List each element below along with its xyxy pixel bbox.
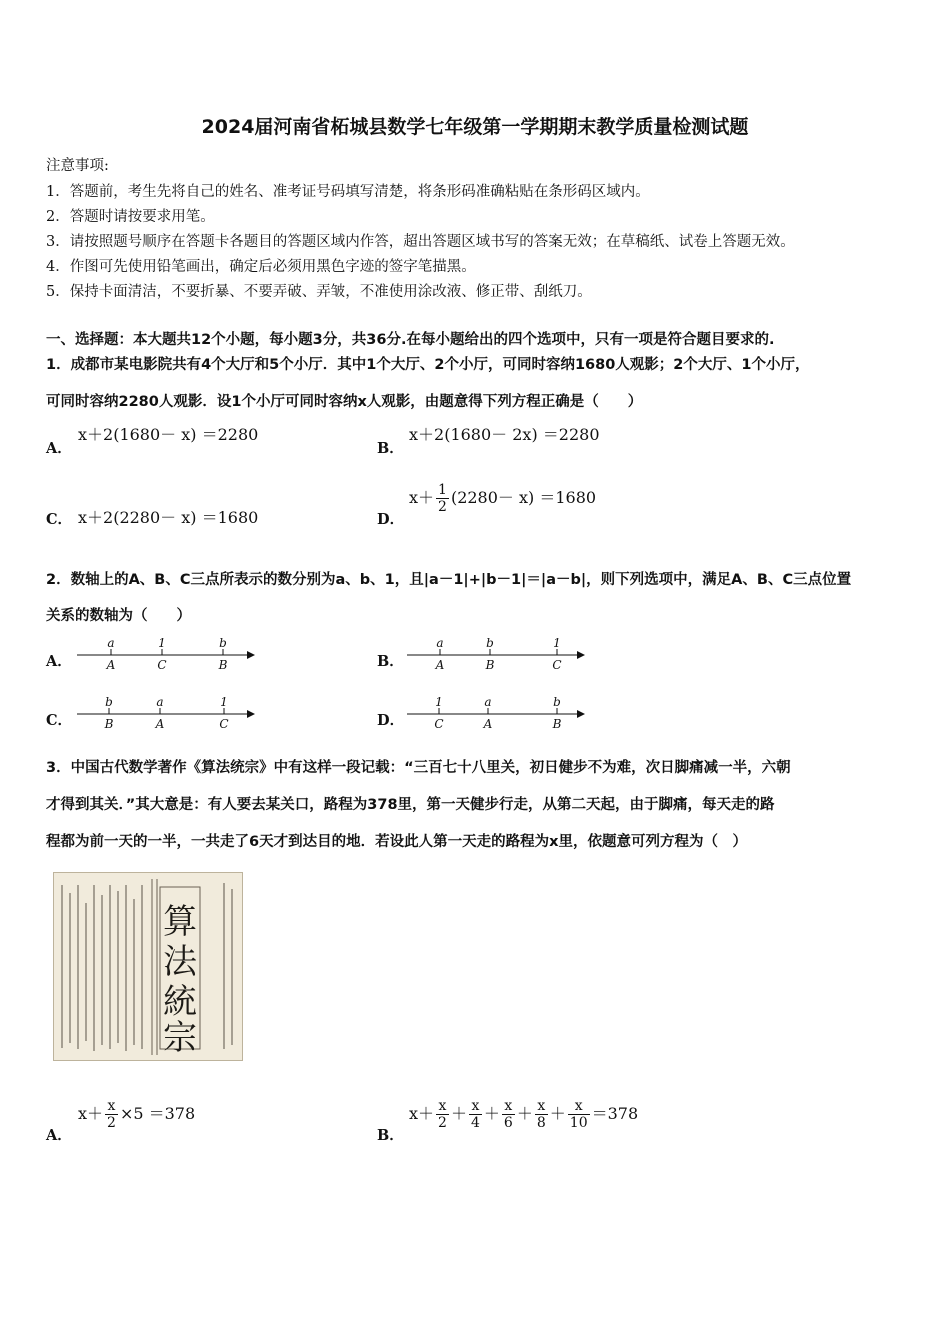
option-c-label: C． — [46, 712, 73, 729]
exam-title: 2024届河南省柘城县数学七年级第一学期期末教学质量检测试题 — [201, 116, 749, 138]
point-value-label: b — [219, 636, 227, 650]
number-line-b — [405, 634, 590, 674]
point-value-label: a — [107, 636, 115, 650]
book-title-char: 算 — [163, 902, 197, 942]
notice-item: 1．答题前，考生先将自己的姓名、准考证号码填写清楚，将条形码准确粘贴在条形码区域内。 — [46, 184, 650, 200]
eq-part: x＋ — [409, 1104, 435, 1123]
option-a-label: A． — [46, 1127, 72, 1144]
book-title-char: 統 — [163, 982, 197, 1022]
denominator: 10 — [569, 1115, 588, 1131]
point-value-label: 1 — [553, 636, 561, 650]
notice-item: 4．作图可先使用铅笔画出，确定后必须用黑色字迹的签字笔描黑。 — [46, 259, 476, 275]
point-value-label: a — [484, 695, 492, 709]
book-title-char: 宗 — [163, 1018, 197, 1058]
axis-arrow — [577, 651, 585, 659]
axis-arrow — [247, 651, 255, 659]
notice-item: 5．保持卡面清洁，不要折暴、不要弄破、弄皱，不准使用涂改液、修正带、刮纸刀。 — [46, 284, 592, 300]
option-b-label: B． — [377, 653, 404, 670]
axis-arrow — [577, 710, 585, 718]
denominator: 4 — [470, 1115, 480, 1131]
point-name-label: A — [435, 658, 445, 672]
point-value-label: b — [105, 695, 113, 709]
point-name-label: B — [218, 658, 228, 672]
question-3-line: 程都为前一天的一半，一共走了6天才到达目的地．若设此人第一天走的路程为x里，依题意可列方程为（ ） — [46, 834, 747, 850]
denominator: 2 — [438, 1115, 447, 1131]
option-a-label: A． — [46, 653, 72, 670]
denominator: 8 — [536, 1115, 546, 1131]
eq-part: ＝378 — [591, 1104, 639, 1123]
option-b-equation: x＋ $\frac{x}{2}$ ＋ $\frac{x}{4}$ ＋ $\frac{x}{6}$ ＋ $\frac{x}{8}$ ＋ $\frac{x}{10}$ ＝378 — [409, 1098, 639, 1131]
option-d-label: D． — [377, 511, 405, 528]
option-b-label: B． — [377, 1127, 404, 1144]
option-c-label: C． — [46, 511, 73, 528]
option-b-equation: x＋2(1680－ 2x) ＝2280 — [409, 425, 600, 444]
numerator: x — [502, 1098, 515, 1115]
question-3-line: 3．中国古代数学著作《算法统宗》中有这样一段记载：“三百七十八里关，初日健步不为难，次日脚痛减一半，六朝 — [46, 760, 791, 776]
point-value-label: 1 — [435, 695, 443, 709]
point-name-label: C — [157, 658, 167, 672]
option-d-label: D． — [377, 712, 405, 729]
fraction — [105, 1098, 118, 1131]
fraction — [502, 1098, 515, 1131]
point-value-label: a — [436, 636, 444, 650]
axis-arrow — [247, 710, 255, 718]
point-name-label: A — [155, 717, 165, 731]
point-name-label: B — [485, 658, 495, 672]
point-name-label: C — [434, 717, 444, 731]
question-1-line: 1．成都市某电影院共有4个大厅和5个小厅．其中1个大厅、2个小厅，可同时容纳1680人观影；2个大厅、1个小厅， — [46, 357, 810, 373]
question-2-line: 关系的数轴为（ ） — [46, 608, 191, 624]
book-image — [53, 872, 243, 1061]
option-a-equation — [78, 1098, 195, 1131]
section-heading: 一、选择题：本大题共12个小题，每小题3分，共36分.在每小题给出的四个选项中，只有一项是符合题目要求的. — [46, 332, 775, 348]
point-value-label: b — [486, 636, 494, 650]
option-c-equation: x＋2(2280－ x) ＝1680 — [78, 508, 259, 527]
point-name-label: A — [106, 658, 116, 672]
notice-item: 3．请按照题号顺序在答题卡各题目的答题区域内作答，超出答题区域书写的答案无效；在草稿纸、试卷上答题无效。 — [46, 234, 795, 250]
number-line-c — [75, 693, 260, 733]
notice-item: 2．答题时请按要求用笔。 — [46, 209, 215, 225]
denominator: 2 — [438, 499, 447, 515]
question-1-line: 可同时容纳2280人观影．设1个小厅可同时容纳x人观影，由题意得下列方程正确是（ ） — [46, 394, 643, 410]
denominator: 6 — [503, 1115, 513, 1131]
point-name-label: C — [219, 717, 229, 731]
numerator: x — [535, 1098, 548, 1115]
point-value-label: 1 — [158, 636, 166, 650]
point-value-label: b — [553, 695, 561, 709]
point-value-label: 1 — [220, 695, 228, 709]
number-line-d — [405, 693, 590, 733]
option-a-equation: x＋2(1680－ x) ＝2280 — [78, 425, 259, 444]
eq-part: (2280－ x) ＝1680 — [450, 488, 597, 507]
fraction — [535, 1098, 548, 1131]
numerator: x — [469, 1098, 482, 1115]
option-d-equation — [409, 482, 596, 515]
fraction — [469, 1098, 482, 1131]
eq-part: x＋ — [409, 488, 435, 507]
question-2-line: 2．数轴上的A、B、C三点所表示的数分别为a、b、1，且|a－1|+|b－1|＝|a－b|，则下列选项中，满足A、B、C三点位置 — [46, 572, 852, 588]
question-3-line: 才得到其关．”其大意是：有人要去某关口，路程为378里，第一天健步行走，从第二天起，由于脚痛，每天走的路 — [46, 797, 775, 813]
fraction — [568, 1098, 590, 1131]
numerator: x — [568, 1098, 590, 1115]
denominator: 2 — [107, 1115, 116, 1131]
point-name-label: B — [552, 717, 562, 731]
point-value-label: a — [156, 695, 164, 709]
eq-part: ×5 ＝378 — [119, 1104, 196, 1123]
book-title-char: 法 — [163, 942, 197, 982]
fraction — [436, 1098, 449, 1131]
point-name-label: C — [552, 658, 562, 672]
numerator: x — [436, 1098, 449, 1115]
number-line-a — [75, 634, 260, 674]
option-b-label: B． — [377, 440, 404, 457]
point-name-label: A — [483, 717, 493, 731]
point-name-label: B — [104, 717, 114, 731]
notice-heading: 注意事项: — [46, 158, 109, 174]
fraction — [436, 482, 449, 515]
option-a-label: A． — [46, 440, 72, 457]
book-illustration — [54, 873, 242, 1060]
eq-part: x＋ — [78, 1104, 104, 1123]
numerator: 1 — [438, 482, 447, 498]
numerator: x — [105, 1098, 118, 1115]
